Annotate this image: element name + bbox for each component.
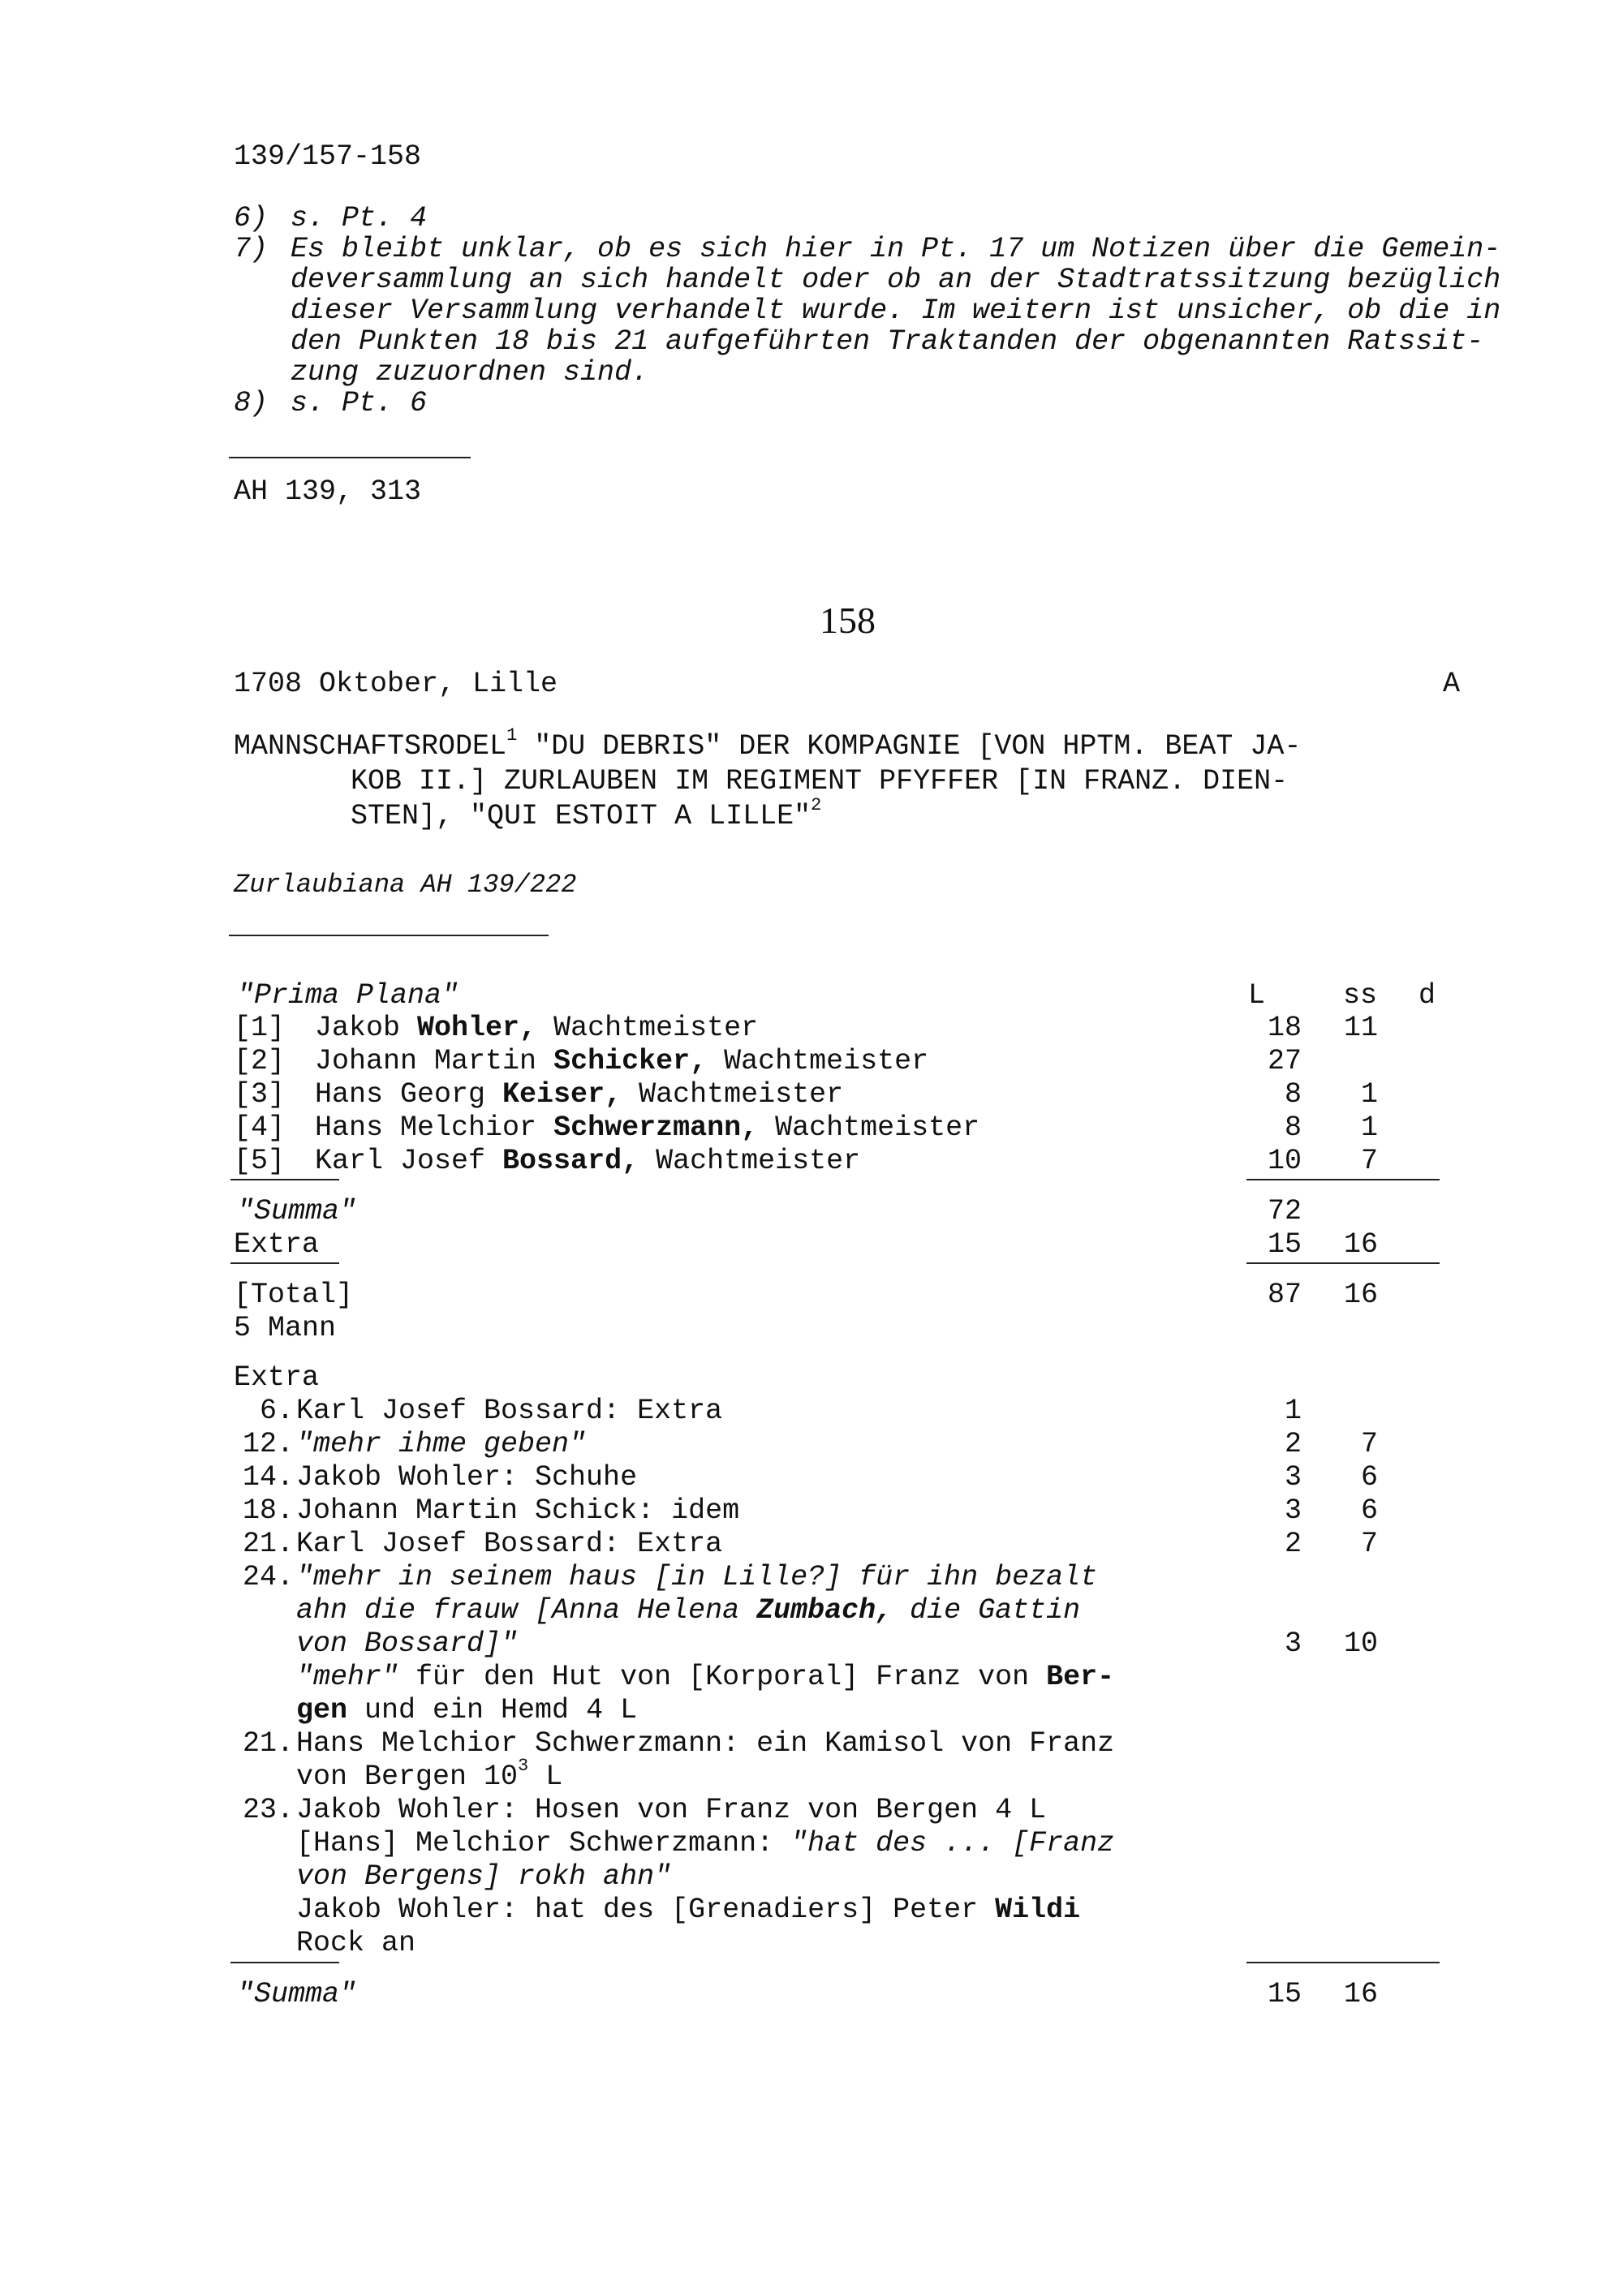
entry-text-part: ahn die frauw [Anna Helena <box>296 1594 757 1627</box>
entry-text-part: [Hans] Melchior Schwerzmann: <box>296 1827 791 1860</box>
value-L: 8 <box>1284 1111 1302 1144</box>
total-ss: 16 <box>1343 1279 1378 1311</box>
entry-text-part: L <box>528 1761 563 1793</box>
extra-label: Extra <box>234 1228 320 1261</box>
table-row <box>315 1011 758 1045</box>
entry-text: von Bossard]" <box>296 1627 519 1660</box>
entry-text: Jakob Wohler: Hosen von Franz von Bergen 4 L <box>296 1794 1047 1826</box>
summa-L: 72 <box>1267 1195 1302 1228</box>
document-number: 158 <box>820 600 876 641</box>
surname-text: Zumbach, <box>756 1594 893 1627</box>
table-row <box>315 1144 860 1178</box>
date-place: 1708 Oktober, Lille <box>234 668 558 700</box>
table-row-number: [4] <box>234 1111 286 1144</box>
value-L: 18 <box>1267 1012 1302 1044</box>
entry-text: Karl Josef Bossard: Extra <box>296 1395 723 1427</box>
surname-text: Wildi <box>995 1894 1081 1926</box>
rank-text: Wachtmeister <box>622 1078 844 1111</box>
entry-number: 12. <box>242 1428 294 1460</box>
entry-text-part: und ein Hemd 4 L <box>347 1694 638 1726</box>
value-L: 10 <box>1267 1145 1302 1177</box>
footnote-number: 6) <box>234 202 269 234</box>
heading-line-2: KOB II.] ZURLAUBEN IM REGIMENT PFYFFER [IN FRANZ. DIEN- <box>351 765 1289 798</box>
section-divider <box>229 935 549 936</box>
mann-count: 5 Mann <box>234 1312 337 1344</box>
footnote-text: dieser Versammlung verhandelt wurde. Im weitern ist unsicher, ob die in <box>291 295 1501 327</box>
heading-text: "DU DEBRIS" DER KOMPAGNIE [VON HPTM. BEAT JA- <box>517 730 1302 763</box>
entry-number: 6. <box>259 1395 294 1427</box>
extra-section-title: Extra <box>234 1361 320 1394</box>
value-ss: 11 <box>1343 1012 1378 1044</box>
footnote-text: s. Pt. 4 <box>291 202 428 234</box>
entry-text-part: von Bergen 10 <box>296 1761 519 1793</box>
extra-L: 15 <box>1267 1228 1302 1261</box>
total-rule-left <box>230 1262 339 1264</box>
value-L: 1 <box>1284 1395 1302 1427</box>
footnote-marker: 1 <box>506 725 518 746</box>
table-row-number: [5] <box>234 1145 286 1177</box>
document-type: A <box>1443 668 1461 700</box>
table-row <box>315 1044 928 1078</box>
name-text: Karl Josef <box>315 1145 503 1177</box>
surname-text: Bossard, <box>502 1145 639 1177</box>
table-row-number: [2] <box>234 1045 286 1077</box>
entry-text: Jakob Wohler: Schuhe <box>296 1461 638 1494</box>
extra-summa-ss: 16 <box>1343 1978 1378 2010</box>
entry-text: "mehr in seinem haus [in Lille?] für ihn bezalt <box>296 1561 1098 1593</box>
entry-number: 14. <box>242 1461 294 1494</box>
extra-ss: 16 <box>1343 1228 1378 1261</box>
total-label: [Total] <box>234 1279 354 1311</box>
entry-number: 24. <box>242 1561 294 1593</box>
column-header-ss: ss <box>1343 979 1378 1012</box>
value-L: 3 <box>1284 1494 1302 1527</box>
page-reference: 139/157-158 <box>234 140 422 173</box>
value-ss: 6 <box>1360 1461 1378 1494</box>
value-ss: 1 <box>1360 1111 1378 1144</box>
entry-number: 21. <box>242 1727 294 1760</box>
name-text: Johann Martin <box>315 1045 554 1077</box>
subtotal-rule-left <box>230 1179 339 1180</box>
column-header-L: L <box>1248 979 1266 1012</box>
heading-line-3 <box>351 795 822 833</box>
footnote-text: den Punkten 18 bis 21 aufgeführten Traktanden der obgenannten Ratssit- <box>291 325 1484 358</box>
rank-text: Wachtmeister <box>639 1145 861 1177</box>
value-L: 3 <box>1284 1461 1302 1494</box>
footnote-marker: 3 <box>518 1756 529 1777</box>
name-text: Hans Georg <box>315 1078 503 1111</box>
extra-summa-L: 15 <box>1267 1978 1302 2010</box>
surname-text: Schicker, <box>553 1045 708 1077</box>
name-text: Hans Melchior <box>315 1111 554 1144</box>
value-L: 2 <box>1284 1428 1302 1460</box>
heading-text: MANNSCHAFTSRODEL <box>234 730 507 763</box>
value-L: 27 <box>1267 1045 1302 1077</box>
footnote-marker: 2 <box>811 795 822 816</box>
surname-text: Ber- <box>1046 1661 1115 1693</box>
entry-number: 23. <box>242 1794 294 1826</box>
value-ss: 7 <box>1360 1428 1378 1460</box>
entry-text: Hans Melchior Schwerzmann: ein Kamisol von Franz <box>296 1727 1115 1760</box>
footnote-text: Es bleibt unklar, ob es sich hier in Pt. 17 um Notizen über die Gemein- <box>291 233 1501 265</box>
entry-text-part: die Gattin <box>893 1594 1081 1627</box>
document-heading <box>234 725 1302 763</box>
entry-text-part: "mehr" <box>296 1661 399 1693</box>
rank-text: Wachtmeister <box>707 1045 929 1077</box>
table-row <box>315 1111 979 1145</box>
entry-text: Karl Josef Bossard: Extra <box>296 1528 723 1560</box>
archive-reference: Zurlaubiana AH 139/222 <box>234 870 577 900</box>
entry-text <box>296 1593 1080 1627</box>
source-reference: AH 139, 313 <box>234 475 422 508</box>
entry-text-part: "hat des ... [Franz <box>790 1827 1115 1860</box>
surname-text: Keiser, <box>502 1078 622 1111</box>
footnote-number: 7) <box>234 233 269 265</box>
table-row-number: [3] <box>234 1078 286 1111</box>
summa-rule-left <box>230 1962 339 1963</box>
table-row <box>315 1077 843 1111</box>
entry-text: "mehr ihme geben" <box>296 1428 587 1460</box>
summa-rule-right <box>1246 1962 1440 1963</box>
section-title-prima-plana: "Prima Plana" <box>237 979 459 1012</box>
heading-text: STEN], "QUI ESTOIT A LILLE" <box>351 800 812 832</box>
subtotal-rule-right <box>1246 1179 1440 1180</box>
entry-text <box>296 1756 563 1794</box>
entry-text: von Bergens] rokh ahn" <box>296 1860 672 1893</box>
entry-text: Rock an <box>296 1927 416 1959</box>
value-L: 2 <box>1284 1528 1302 1560</box>
footnote-divider <box>229 457 471 458</box>
entry-text-part: für den Hut von [Korporal] Franz von <box>398 1661 1047 1693</box>
entry-number: 18. <box>242 1494 294 1527</box>
summa-label: "Summa" <box>237 1195 357 1228</box>
footnote-number: 8) <box>234 387 269 419</box>
entry-text <box>296 1693 637 1727</box>
total-L: 87 <box>1267 1279 1302 1311</box>
entry-text: Johann Martin Schick: idem <box>296 1494 740 1527</box>
value-ss: 7 <box>1360 1145 1378 1177</box>
value-L: 3 <box>1284 1627 1302 1660</box>
total-rule-right <box>1246 1262 1440 1264</box>
surname-text: Schwerzmann, <box>553 1111 759 1144</box>
entry-text <box>296 1660 1114 1694</box>
surname-text: gen <box>296 1694 348 1726</box>
value-L: 8 <box>1284 1078 1302 1111</box>
value-ss: 6 <box>1360 1494 1378 1527</box>
extra-summa-label: "Summa" <box>237 1978 357 2010</box>
footnote-text: deversammlung an sich handelt oder ob an der Stadtratssitzung bezüglich <box>291 264 1501 296</box>
footnote-text: zung zuzuordnen sind. <box>291 356 649 389</box>
entry-text <box>296 1893 1080 1927</box>
entry-text-part: Jakob Wohler: hat des [Grenadiers] Peter <box>296 1894 996 1926</box>
value-ss: 10 <box>1343 1627 1378 1660</box>
entry-number: 21. <box>242 1528 294 1560</box>
entry-text <box>296 1826 1114 1860</box>
surname-text: Wohler, <box>417 1012 537 1044</box>
rank-text: Wachtmeister <box>758 1111 980 1144</box>
name-text: Jakob <box>315 1012 418 1044</box>
table-row-number: [1] <box>234 1012 286 1044</box>
value-ss: 7 <box>1360 1528 1378 1560</box>
footnote-text: s. Pt. 6 <box>291 387 428 419</box>
rank-text: Wachtmeister <box>536 1012 759 1044</box>
column-header-d: d <box>1419 979 1436 1012</box>
value-ss: 1 <box>1360 1078 1378 1111</box>
